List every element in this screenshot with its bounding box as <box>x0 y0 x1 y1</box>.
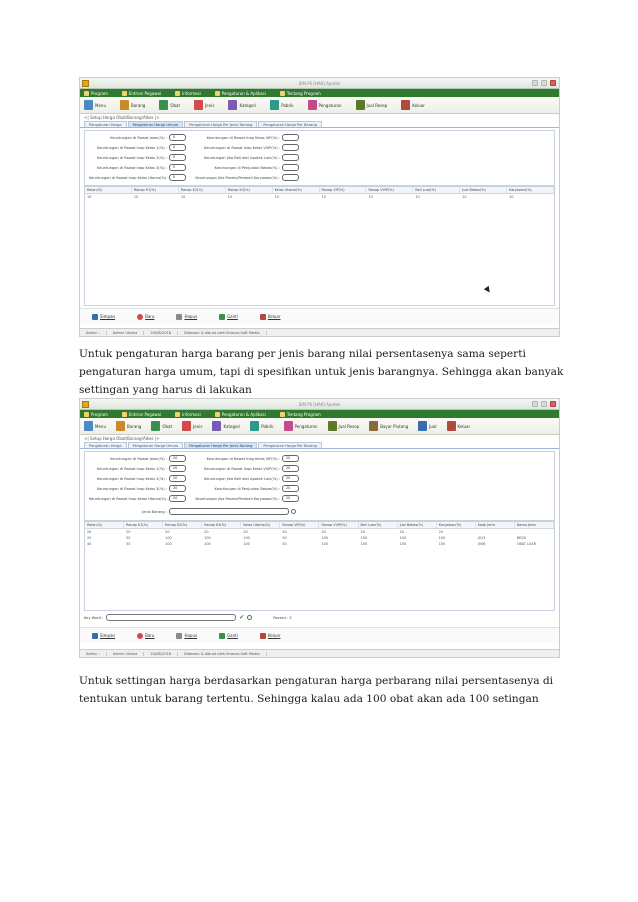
pill-icon <box>159 100 168 110</box>
about-icon <box>280 91 285 96</box>
simpan-button[interactable]: Simpan <box>92 314 115 320</box>
status-user-label: Admin : <box>80 331 107 335</box>
box-icon <box>116 421 125 431</box>
status-bar <box>80 649 559 657</box>
table-cell: 10 <box>368 195 373 199</box>
menu-informasi[interactable]: Informasi <box>175 412 201 417</box>
about-icon <box>280 412 285 417</box>
table-cell: 20 <box>165 530 170 534</box>
edit-icon <box>219 314 225 320</box>
field-label: Keuntungan di Rawat Inap Kelas VIP(%) : <box>206 456 280 461</box>
kelas-1-input[interactable]: 20 <box>169 465 186 472</box>
table-cell: 100 <box>243 536 250 540</box>
app-screenshot-1 <box>79 77 560 337</box>
table-row[interactable] <box>85 194 554 200</box>
table-cell: 100 <box>165 536 172 540</box>
mouse-cursor-icon <box>484 286 492 294</box>
rawat-jalan-input[interactable]: 20 <box>169 455 186 462</box>
table-cell: 50 <box>126 542 131 546</box>
settings-icon <box>215 412 220 417</box>
field-label: Keuntungan di Rawat Inap Kelas 2(%) : <box>97 476 167 481</box>
table-cell: 100 <box>399 542 407 546</box>
column-header[interactable]: Ranap K2(%) <box>179 187 226 193</box>
column-header[interactable]: Beli Luar(%) <box>359 522 398 528</box>
tag-icon <box>182 421 191 431</box>
search-bar <box>84 613 555 622</box>
table-row[interactable] <box>85 541 554 547</box>
table-cell: 50 <box>282 536 287 540</box>
table-cell: 20 <box>204 530 209 534</box>
table-cell: 20 <box>360 530 365 534</box>
menu-tentang[interactable]: Tentang Program <box>280 91 321 96</box>
table-cell: 100 <box>360 536 368 540</box>
table-cell: 100 <box>204 542 211 546</box>
table-cell: 50 <box>282 542 287 546</box>
column-header[interactable]: Ranap K1(%) <box>124 522 163 528</box>
kelas-utama-input[interactable]: 20 <box>169 495 186 502</box>
field-label: Keuntungan di Rawat Inap Kelas 1(%) : <box>97 145 167 150</box>
maximize-icon[interactable] <box>541 401 547 407</box>
column-header[interactable]: Ranap VVIP(%) <box>319 522 358 528</box>
table-cell: 10 <box>274 195 279 199</box>
save-icon <box>92 633 98 639</box>
hapus-button[interactable]: Hapus <box>176 633 197 639</box>
column-header[interactable]: Nama Jenis <box>515 522 554 528</box>
paragraph-2: Untuk settingan harga berdasarkan pengaturan harga perbarang nilai persentasenya di tentukan untuk barang tertentu. Sehingga kalau ada 100 obat akan ada 100 setingan <box>79 675 554 705</box>
table-cell: 10 <box>227 195 233 199</box>
kelas-2-input[interactable]: 0 <box>169 154 186 161</box>
field-label: Keuntungan di Rawat Inap Kelas 3(%) : <box>97 165 167 170</box>
kelas-1-input[interactable]: 0 <box>169 144 186 151</box>
program-icon <box>84 91 89 96</box>
baru-button[interactable]: Baru <box>137 314 154 320</box>
settings-form <box>84 451 555 521</box>
field-label: Keuntungan di Rawat Inap Kelas VIP(%) : <box>206 135 280 140</box>
status-credit: Didesain & dibuat oleh Khanza.Soft Media <box>178 331 267 335</box>
menu-icon <box>84 100 93 110</box>
beli-luar-input[interactable] <box>282 154 299 161</box>
kelas-3-input[interactable]: 20 <box>169 485 186 492</box>
save-icon <box>92 314 98 320</box>
record-count: Record : 3 <box>273 615 292 620</box>
menu-icon <box>84 421 93 431</box>
menu-program[interactable]: Program <box>84 91 108 96</box>
box-icon <box>120 100 129 110</box>
tab-bar <box>80 121 559 128</box>
tab-pengaturan-harga[interactable]: Pengaturan Harga <box>84 442 127 448</box>
field-label: Keuntungan di Rawat Inap Kelas Utama(%) : <box>89 175 169 180</box>
ganti-button[interactable]: Ganti <box>219 314 238 320</box>
table-cell: 10 <box>87 195 92 199</box>
toolbar-keluar-button[interactable]: Keluar <box>401 100 425 110</box>
breadcrumb: <| Setup Harga Obat/Barang/Alkes |> <box>84 436 160 441</box>
table-header <box>85 187 554 194</box>
table-cell: 100 <box>165 542 172 546</box>
field-label: Keuntungan di Rawat Jalan(%) : <box>110 135 167 140</box>
table-cell: 20 <box>126 530 131 534</box>
tab-pengaturan-harga[interactable]: Pengaturan Harga <box>84 121 127 127</box>
toolbar-obat-button[interactable]: Obat <box>159 100 180 110</box>
kelas-2-input[interactable]: 20 <box>169 475 186 482</box>
beli-luar-input[interactable]: 20 <box>282 475 299 482</box>
toolbar <box>80 418 559 435</box>
receipt-icon <box>356 100 365 110</box>
toolbar-menu-button[interactable]: Menu <box>84 421 106 431</box>
table-header <box>85 522 554 529</box>
toolbar-jual-resep-button[interactable]: Jual Resep <box>356 100 388 110</box>
app-screenshot-2 <box>79 398 560 658</box>
table-cell: 100 <box>321 542 328 546</box>
tab-harga-per-jenis[interactable]: Pengaturan Harga Per Jenis Barang <box>184 442 257 448</box>
close-icon[interactable] <box>550 401 556 407</box>
toolbar-kategori-button[interactable]: Kategori <box>212 421 240 431</box>
minimize-icon[interactable] <box>532 80 538 86</box>
toolbar-pabrik-button[interactable]: Pabrik <box>270 100 293 110</box>
table-cell: 100 <box>204 536 211 540</box>
wallet-icon <box>369 421 378 431</box>
user-icon <box>122 412 127 417</box>
karyawan-input[interactable] <box>282 174 299 181</box>
table-cell: J006 <box>477 542 486 546</box>
menu-entrian-pegawai[interactable]: Entrian Pegawai <box>122 91 161 96</box>
table-cell: 20 <box>87 536 92 540</box>
factory-icon <box>270 100 279 110</box>
toolbar-barang-button[interactable]: Barang <box>120 100 145 110</box>
table-cell: 10 <box>180 195 186 199</box>
toolbar-obat-button[interactable]: Obat <box>151 421 172 431</box>
settings-icon <box>215 91 220 96</box>
rawat-jalan-input[interactable]: 0 <box>169 134 186 141</box>
field-label: Keuntungan di Penjualan Bebas(%) : <box>214 165 280 170</box>
simpan-button[interactable]: Simpan <box>92 633 115 639</box>
tab-harga-per-barang[interactable]: Pengaturan Harga Per Barang <box>258 442 322 448</box>
exit-icon <box>401 100 410 110</box>
column-header[interactable]: Ranap K2(%) <box>163 522 202 528</box>
status-date: 20/08/2018 <box>144 331 178 335</box>
table-cell: 50 <box>126 536 131 540</box>
receipt-icon <box>328 421 337 431</box>
exit-icon <box>260 314 266 320</box>
field-label: Keuntungan Jika Beli dari Apotek Lain(%) : <box>204 155 280 160</box>
column-header[interactable]: Ranap VVIP(%) <box>366 187 413 193</box>
tab-harga-per-barang[interactable]: Pengaturan Harga Per Barang <box>258 121 322 127</box>
toolbar-pengaturan-button[interactable]: Pengaturan <box>308 100 342 110</box>
table-cell: 100 <box>360 542 368 546</box>
table-cell: 10 <box>133 195 139 199</box>
menu-program[interactable]: Program <box>84 412 108 417</box>
column-header[interactable]: Kode Jenis <box>476 522 515 528</box>
table-cell: 10 <box>321 195 326 199</box>
toolbar-bayar-piutang-button[interactable]: Bayar Piutang <box>369 421 408 431</box>
breadcrumb: <| Setup Harga Obat/Barang/Alkes |> <box>84 115 160 120</box>
ganti-button[interactable]: Ganti <box>219 633 238 639</box>
tab-bar <box>80 442 559 449</box>
table-cell: BEDS <box>516 536 527 540</box>
field-label: Keuntungan di Rawat Inap Kelas 2(%) : <box>97 155 167 160</box>
menu-bar <box>80 410 559 418</box>
price-table[interactable] <box>84 186 555 306</box>
pill-icon <box>151 421 160 431</box>
maximize-icon[interactable] <box>541 80 547 86</box>
toolbar-pengaturan-button[interactable]: Pengaturan <box>284 421 318 431</box>
field-label: Keuntungan di Rawat Inap Kelas 1(%) : <box>97 466 167 471</box>
program-icon <box>84 412 89 417</box>
column-header[interactable]: Ranap K3(%) <box>202 522 241 528</box>
table-cell: 20 <box>399 530 404 534</box>
table-cell: 100 <box>438 542 446 546</box>
toolbar-jenis-button[interactable]: Jenis <box>182 421 202 431</box>
status-date: 20/08/2018 <box>144 652 178 656</box>
column-header[interactable]: Ranap VIP(%) <box>320 187 367 193</box>
window-titlebar <box>80 78 559 89</box>
toolbar-menu-button[interactable]: Menu <box>84 100 106 110</box>
jenis-barang-label: Jenis Barang : <box>142 509 167 514</box>
table-cell: 100 <box>438 536 446 540</box>
info-icon <box>175 412 180 417</box>
table-cell: 20 <box>87 530 92 534</box>
menu-pengaturan[interactable]: Pengaturan & Aplikasi <box>215 412 266 417</box>
menu-informasi[interactable]: Informasi <box>175 91 201 96</box>
column-header[interactable]: Ranap K3(%) <box>226 187 273 193</box>
column-header[interactable]: Jual Bebas(%) <box>460 187 507 193</box>
field-label: Keuntungan di Rawat Inap Kelas Utama(%) : <box>89 496 169 501</box>
menu-bar <box>80 89 559 97</box>
keluar-button[interactable]: Keluar <box>260 633 281 639</box>
minimize-icon[interactable] <box>532 401 538 407</box>
kelas-vip-input[interactable] <box>282 134 299 141</box>
karyawan-input[interactable]: 20 <box>282 495 299 502</box>
action-bar <box>80 308 559 324</box>
toolbar <box>80 97 559 114</box>
window-titlebar <box>80 399 559 410</box>
jual-bebas-input[interactable] <box>282 164 299 171</box>
field-label: Keuntungan di Rawat Inap Kelas VVIP(%) : <box>204 466 280 471</box>
kelas-vvip-input[interactable] <box>282 144 299 151</box>
tab-harga-per-jenis[interactable]: Pengaturan Harga Per Jenis Barang <box>184 121 257 127</box>
status-bar <box>80 328 559 336</box>
new-icon <box>137 633 143 639</box>
info-icon <box>175 91 180 96</box>
column-header[interactable]: Karyawan(%) <box>437 522 476 528</box>
factory-icon <box>250 421 259 431</box>
toolbar-pabrik-button[interactable]: Pabrik <box>250 421 273 431</box>
toolbar-jenis-button[interactable]: Jenis <box>194 100 214 110</box>
table-cell: 10 <box>415 195 420 199</box>
table-cell: 10 <box>462 195 467 199</box>
keyword-label: Key Word : <box>84 615 104 620</box>
column-header[interactable]: Karyawan(%) <box>507 187 554 193</box>
edit-icon <box>219 633 225 639</box>
hapus-button[interactable]: Hapus <box>176 314 197 320</box>
table-cell: 10 <box>509 195 514 199</box>
column-header[interactable]: Kelas Utama(%) <box>241 522 280 528</box>
window-title: SIM PS [HAK] Apotek <box>298 81 341 86</box>
kelas-3-input[interactable]: 0 <box>169 164 186 171</box>
trash-icon <box>176 633 182 639</box>
column-header[interactable]: Jual Bebas(%) <box>398 522 437 528</box>
field-label: Keuntungan di Rawat Inap Kelas VVIP(%) : <box>204 145 280 150</box>
price-table[interactable] <box>84 521 555 611</box>
field-label: Keuntungan di Rawat Inap Kelas 3(%) : <box>97 486 167 491</box>
exit-icon <box>260 633 266 639</box>
menu-entrian-pegawai[interactable]: Entrian Pegawai <box>122 412 161 417</box>
toolbar-barang-button[interactable]: Barang <box>116 421 141 431</box>
gear-icon <box>308 100 317 110</box>
baru-button[interactable]: Baru <box>137 633 154 639</box>
toolbar-jual-button[interactable]: Jual <box>418 421 436 431</box>
table-cell: 100 <box>243 542 250 546</box>
cart-icon <box>418 421 427 431</box>
table-cell: 20 <box>243 530 248 534</box>
field-label: Keuntungan Jika Beli dari Apotek Lain(%) : <box>204 476 280 481</box>
new-icon <box>137 314 143 320</box>
close-icon[interactable] <box>550 80 556 86</box>
jual-bebas-input[interactable]: 20 <box>282 485 299 492</box>
table-cell: 20 <box>438 530 444 534</box>
tab-harga-umum[interactable]: Pengaturan Harga Umum <box>128 121 184 127</box>
column-header[interactable]: Ranap K1(%) <box>132 187 179 193</box>
table-cell: 20 <box>282 530 287 534</box>
toolbar-keluar-button[interactable]: Keluar <box>447 421 471 431</box>
paragraph-1: Untuk pengaturan harga barang per jenis barang nilai persentasenya sama seperti pengaturan harga umum, tapi di spesifikan untuk jenis barangnya. Sehingga akan banyak settingan yang harus di lakukan <box>79 348 564 396</box>
window-title: SIM PS [HAK] Apotek <box>298 402 341 407</box>
status-user-name: Admin Utama <box>107 652 145 656</box>
checkmark-icon[interactable]: ✔ <box>239 613 245 621</box>
gear-icon <box>284 421 293 431</box>
folder-icon <box>228 100 237 110</box>
table-cell: 100 <box>321 536 328 540</box>
folder-icon <box>212 421 221 431</box>
kelas-vvip-input[interactable]: 20 <box>282 465 299 472</box>
action-bar <box>80 627 559 643</box>
trash-icon <box>176 314 182 320</box>
jenis-barang-input[interactable] <box>169 508 289 515</box>
table-cell: OBAT LUAR <box>516 542 536 546</box>
table-cell: 20 <box>321 530 326 534</box>
column-header[interactable]: Beli Luar(%) <box>413 187 460 193</box>
column-header[interactable]: Ranap VIP(%) <box>280 522 319 528</box>
table-cell: 100 <box>399 536 407 540</box>
search-icon[interactable] <box>291 509 296 514</box>
keluar-button[interactable]: Keluar <box>260 314 281 320</box>
exit-icon <box>447 421 456 431</box>
table-cell: J013 <box>477 536 486 540</box>
status-user-label: Admin : <box>80 652 107 656</box>
column-header[interactable]: Ralan(%) <box>85 522 124 528</box>
keyword-input[interactable] <box>106 614 236 621</box>
field-label: Keuntungan di Rawat Jalan(%) : <box>110 456 167 461</box>
search-icon[interactable] <box>247 615 252 620</box>
user-icon <box>122 91 127 96</box>
field-label: Keuntungan di Penjualan Bebas(%) : <box>214 486 280 491</box>
field-label: Keuntungan Jika Pasien/Pembeli Karyawan(%) : <box>195 496 280 501</box>
menu-tentang[interactable]: Tentang Program <box>280 412 321 417</box>
menu-pengaturan[interactable]: Pengaturan & Aplikasi <box>215 91 266 96</box>
status-user-name: Admin Utama <box>107 331 145 335</box>
kelas-utama-input[interactable]: 0 <box>169 174 186 181</box>
field-label: Keuntungan Jika Pasien/Pembeli Karyawan(%) : <box>195 175 280 180</box>
tab-harga-umum[interactable]: Pengaturan Harga Umum <box>128 442 184 448</box>
toolbar-jual-resep-button[interactable]: Jual Resep <box>328 421 360 431</box>
column-header[interactable]: Kelas Utama(%) <box>273 187 320 193</box>
table-cell: 40 <box>87 542 92 546</box>
status-credit: Didesain & dibuat oleh Khanza.Soft Media <box>178 652 267 656</box>
kelas-vip-input[interactable]: 20 <box>282 455 299 462</box>
column-header[interactable]: Ralan(%) <box>85 187 132 193</box>
settings-form <box>84 130 555 186</box>
tag-icon <box>194 100 203 110</box>
toolbar-kategori-button[interactable]: Kategori <box>228 100 256 110</box>
